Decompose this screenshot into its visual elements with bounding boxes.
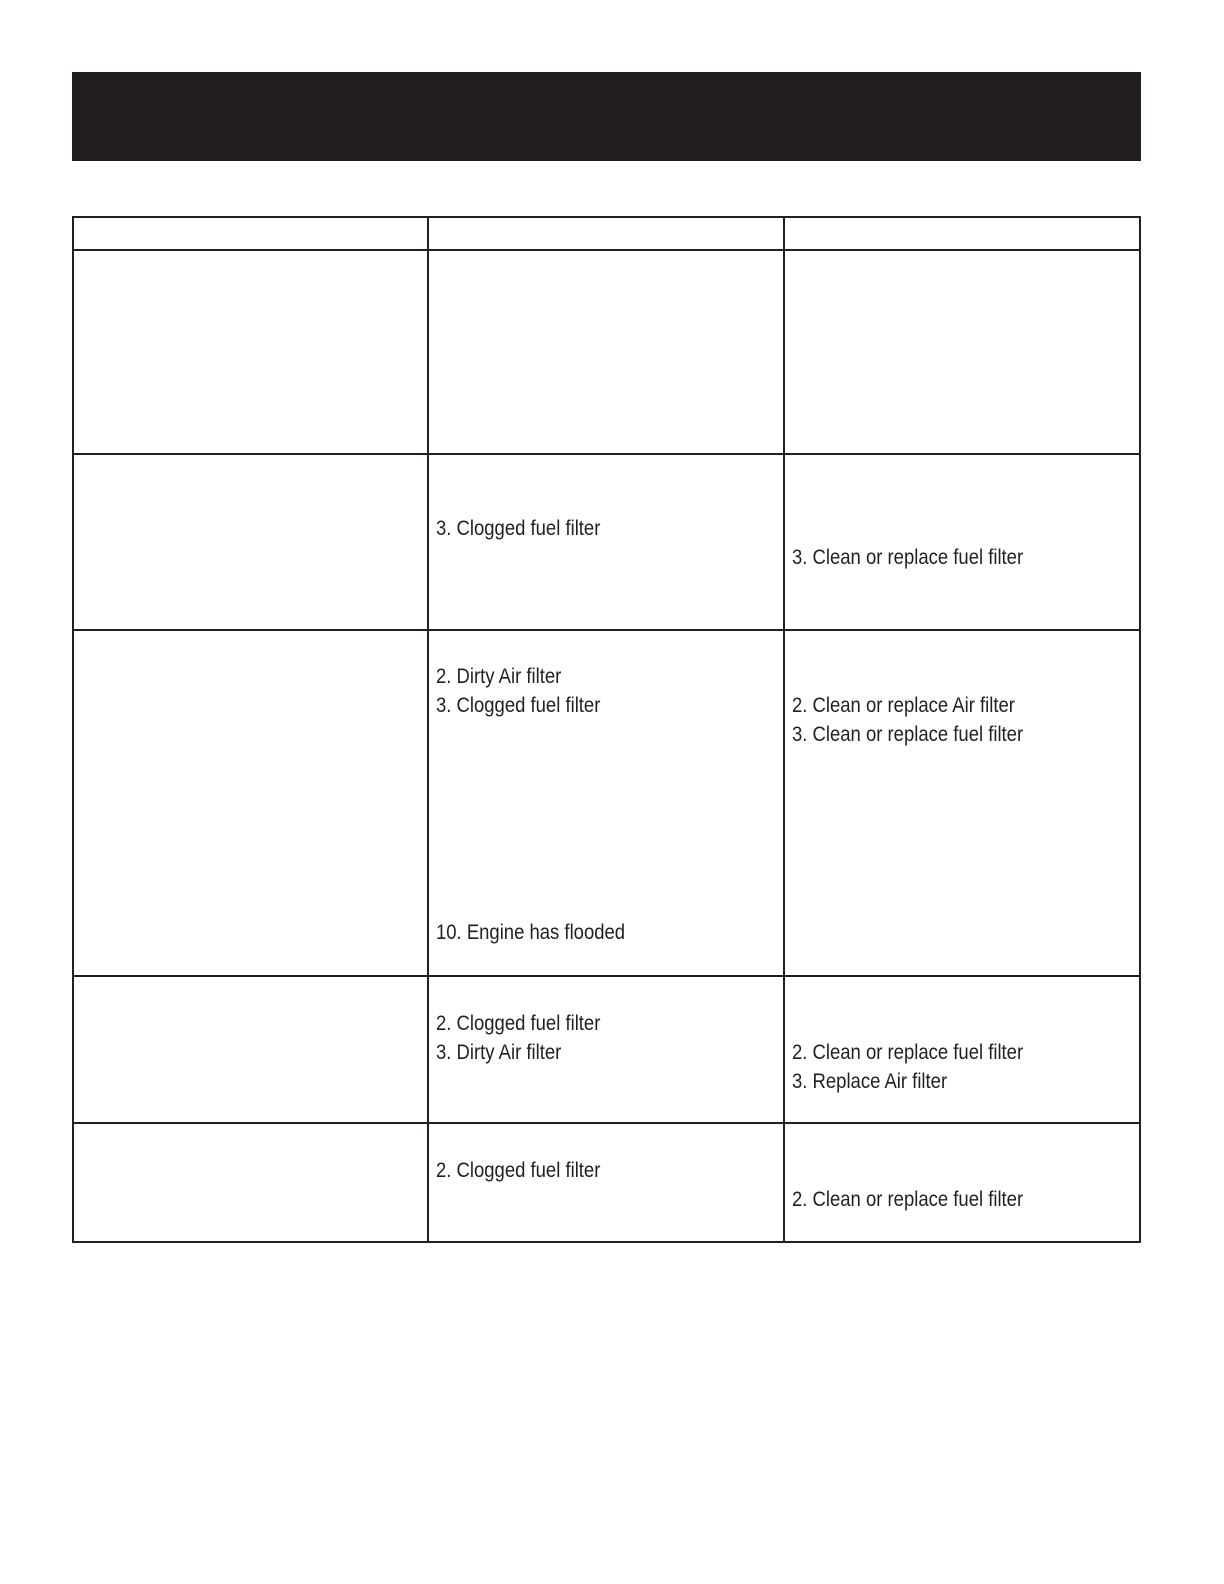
table-border-left (72, 216, 74, 1243)
row-divider (72, 1122, 1141, 1124)
cause-line: 2. Clogged fuel filter (436, 1012, 601, 1035)
remedy-line: 2. Clean or replace Air filter (792, 694, 1015, 717)
cause-line: 3. Clogged fuel filter (436, 694, 601, 717)
row-divider (72, 975, 1141, 977)
column-divider (427, 216, 429, 1243)
row-divider (72, 629, 1141, 631)
column-divider (783, 216, 785, 1243)
table-border-top (72, 216, 1141, 218)
table-border-right (1139, 216, 1141, 1243)
remedy-line: 3. Replace Air filter (792, 1070, 948, 1093)
troubleshooting-table (72, 216, 1141, 1243)
section-title-bar (72, 72, 1141, 161)
cause-line: 2. Dirty Air filter (436, 665, 562, 688)
remedy-line: 2. Clean or replace fuel filter (792, 1188, 1024, 1211)
remedy-line: 3. Clean or replace fuel filter (792, 546, 1024, 569)
header-row-divider (72, 249, 1141, 251)
cause-line: 3. Clogged fuel filter (436, 517, 601, 540)
cause-line: 10. Engine has flooded (436, 921, 626, 944)
remedy-line: 3. Clean or replace fuel filter (792, 723, 1024, 746)
table-border-bottom (72, 1241, 1141, 1243)
remedy-line: 2. Clean or replace fuel filter (792, 1041, 1024, 1064)
cause-line: 2. Clogged fuel filter (436, 1159, 601, 1182)
row-divider (72, 453, 1141, 455)
cause-line: 3. Dirty Air filter (436, 1041, 562, 1064)
